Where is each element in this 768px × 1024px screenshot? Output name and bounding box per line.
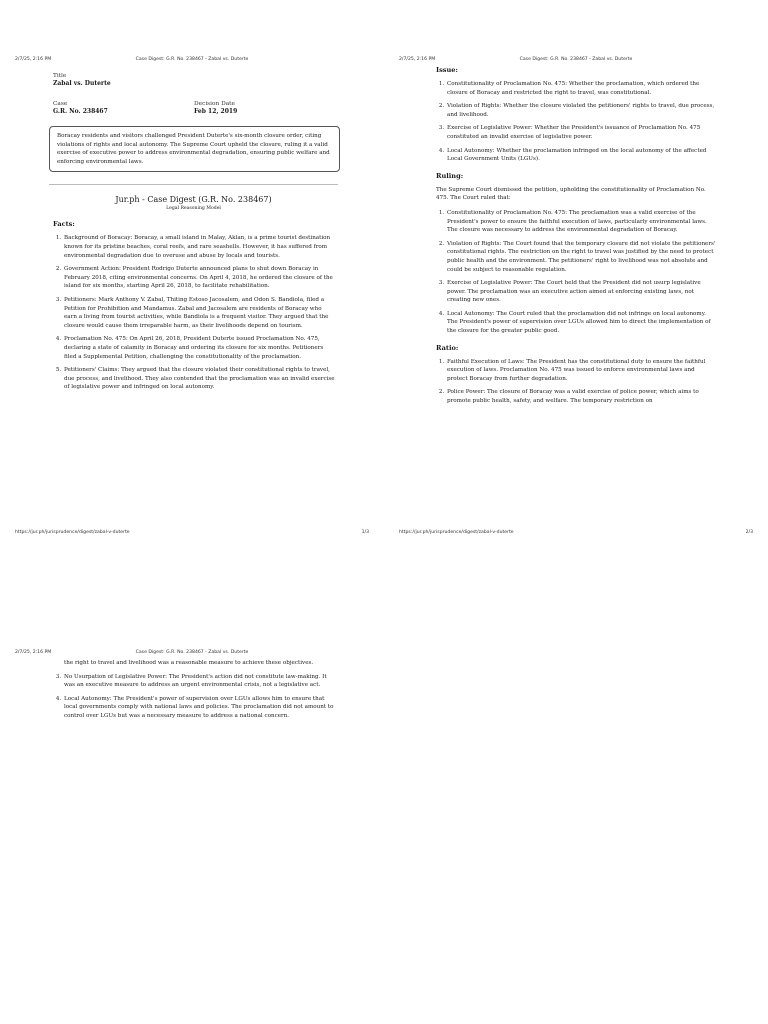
list-item: 4. Proclamation No. 475: On April 26, 2018, President Duterte issued Proclamation No. 475, declaring a state of calamity in Boracay and ordering its closure for six months. Petitioners filed a Supplemental Petition, challenging the constitutionality of the proclamation. <box>63 335 335 361</box>
case-meta <box>53 72 335 116</box>
header-datetime: 2/7/25, 2:16 PM <box>15 57 52 62</box>
document-subtitle: Legal Reasoning Model <box>166 206 221 212</box>
decision-date-value: Feb 12, 2019 <box>194 108 238 115</box>
header-datetime: 2/7/25, 2:16 PM <box>15 650 52 655</box>
page-footer <box>384 530 768 538</box>
list-item: 3. Exercise of Legislative Power: The Court held that the President did not usurp legislative power. The proclamation was an executive action aimed at enforcing existing laws, not creating new ones. <box>446 279 716 305</box>
title-label: Title <box>53 73 67 79</box>
list-item: 1. Faithful Execution of Laws: The President has the constitutional duty to ensure the faithful execution of laws. Proclamation No. 475 was issued to enforce environmental laws and protect Boracay from further degradation. <box>446 358 716 384</box>
list-item: 4. Local Autonomy: Whether the proclamation infringed on the local autonomy of the affected Local Government Units (LGUs). <box>446 147 716 164</box>
header-datetime: 2/7/25, 2:16 PM <box>399 57 436 62</box>
case-value: G.R. No. 238467 <box>53 108 108 115</box>
pdf-page-2 <box>384 0 768 545</box>
page-body <box>53 659 335 726</box>
issue-heading: Issue: <box>436 66 458 74</box>
ratio-list-continued <box>53 673 335 721</box>
list-item: 3. Petitioners: Mark Anthony V. Zabal, Thiting Estoso Jacosalem, and Odon S. Bandiola, filed a Petition for Prohibition and Mandamus. Zabal and Jacosalem are residents of Boracay who earn a living from tourist activities, while Bandiola is a frequent visitor. They argued that the closure would cause them irreparable harm, as their livelihoods depend on tourism. <box>63 296 335 330</box>
header-title: Case Digest: G.R. No. 238467 - Zabal vs. Duterte <box>519 57 633 62</box>
list-item: 4. Local Autonomy: The Court ruled that the proclamation did not infringe on local autonomy. The President's power of supervision over LGUs allowed him to direct the implementation of the closure for the greater public good. <box>446 310 716 336</box>
decision-date-label: Decision Date <box>194 101 235 107</box>
header-title: Case Digest: G.R. No. 238467 - Zabal vs. Duterte <box>135 650 249 655</box>
summary-box: Boracay residents and visitors challenged President Duterte's six-month closure order, citing violations of rights and local autonomy. The Supreme Court upheld the closure, ruling it a valid exercise of executive power to address environmental degradation, ensuring public welfare and enforcing environmental laws. <box>49 126 340 172</box>
continued-text: the right to travel and livelihood was a reasonable measure to achieve these objectives. <box>64 660 314 666</box>
ruling-heading: Ruling: <box>436 171 464 180</box>
list-item: 1. Constitutionality of Proclamation No. 475: The proclamation was a valid exercise of the President's power to ensure the faithful execution of laws, particularly environmental laws. The closure was necessary to address the environmental degradation of Boracay. <box>446 209 716 235</box>
list-item: 1. Background of Boracay: Boracay, a small island in Malay, Aklan, is a prime tourist destination known for its pristine beaches, coral reefs, and rare seashells. However, it has suffered from environmental degradation due to overuse and abuse by locals and tourists. <box>63 234 335 260</box>
ruling-list <box>436 209 716 336</box>
list-item: 3. No Usurpation of Legislative Power: The President's action did not constitute law-making. It was an executive measure to address an urgent environmental crisis, not a legislative act. <box>63 673 335 690</box>
case-label: Case <box>53 101 68 107</box>
header-title: Case Digest: G.R. No. 238467 - Zabal vs. Duterte <box>135 57 249 62</box>
footer-url[interactable]: https://jur.ph/jurisprudence/digest/zabal-v-duterte <box>399 530 514 535</box>
page-header <box>384 57 768 65</box>
pdf-page-1 <box>0 0 384 545</box>
list-item: 2. Violation of Rights: Whether the closure violated the petitioners' rights to travel, due process, and livelihood. <box>446 102 716 119</box>
document-title: Jur.ph - Case Digest (G.R. No. 238467) <box>115 195 272 205</box>
page-body <box>436 66 716 414</box>
ratio-heading: Ratio: <box>436 343 459 352</box>
footer-url[interactable]: https://jur.ph/jurisprudence/digest/zabal-v-duterte <box>15 530 130 535</box>
list-item: 4. Local Autonomy: The President's power of supervision over LGUs allows him to ensure that local governments comply with national laws and policies. The proclamation did not amount to control over LGUs but was a necessary measure to address a national concern. <box>63 695 335 721</box>
list-item: 3. Exercise of Legislative Power: Whether the President's issuance of Proclamation No. 475 constituted an invalid exercise of legislative power. <box>446 124 716 141</box>
pdf-page-3 <box>0 645 384 805</box>
divider <box>49 184 338 185</box>
ruling-intro: The Supreme Court dismissed the petition, upholding the constitutionality of Proclamation No. 475. The Court ruled that: <box>436 186 706 202</box>
page-number: 1/3 <box>361 530 369 535</box>
list-item: 2. Violation of Rights: The Court found that the temporary closure did not violate the petitioners' constitutional rights. The restriction on the right to travel was justified by the need to protect public health and the environment. The petitioners' right to livelihood was not absolute and could be subject to reasonable regulation. <box>446 240 716 274</box>
list-item: 2. Government Action: President Rodrigo Duterte announced plans to shut down Boracay in February 2018, citing environmental concerns. On April 4, 2018, he ordered the closure of the island for six months, starting April 26, 2018, to facilitate rehabilitation. <box>63 265 335 291</box>
page-body <box>53 72 335 397</box>
title-value: Zabal vs. Duterte <box>53 80 111 87</box>
page-footer <box>0 530 384 538</box>
ratio-list <box>436 358 716 406</box>
facts-heading: Facts: <box>53 220 75 229</box>
list-item: 5. Petitioners' Claims: They argued that the closure violated their constitutional rights to travel, due process, and livelihood. They also contended that the proclamation was an invalid exercise of legislative power and infringed on local autonomy. <box>63 366 335 392</box>
list-item: 1. Constitutionality of Proclamation No. 475: Whether the proclamation, which ordered the closure of Boracay and restricted the right to travel, was constitutional. <box>446 80 716 97</box>
issue-list <box>436 80 716 164</box>
page-header <box>0 650 384 658</box>
page-header <box>0 57 384 65</box>
page-number: 2/3 <box>745 530 753 535</box>
list-item: 2. Police Power: The closure of Boracay was a valid exercise of police power, which aims to promote public health, safety, and welfare. The temporary restriction on <box>446 388 716 405</box>
facts-list <box>53 234 335 392</box>
